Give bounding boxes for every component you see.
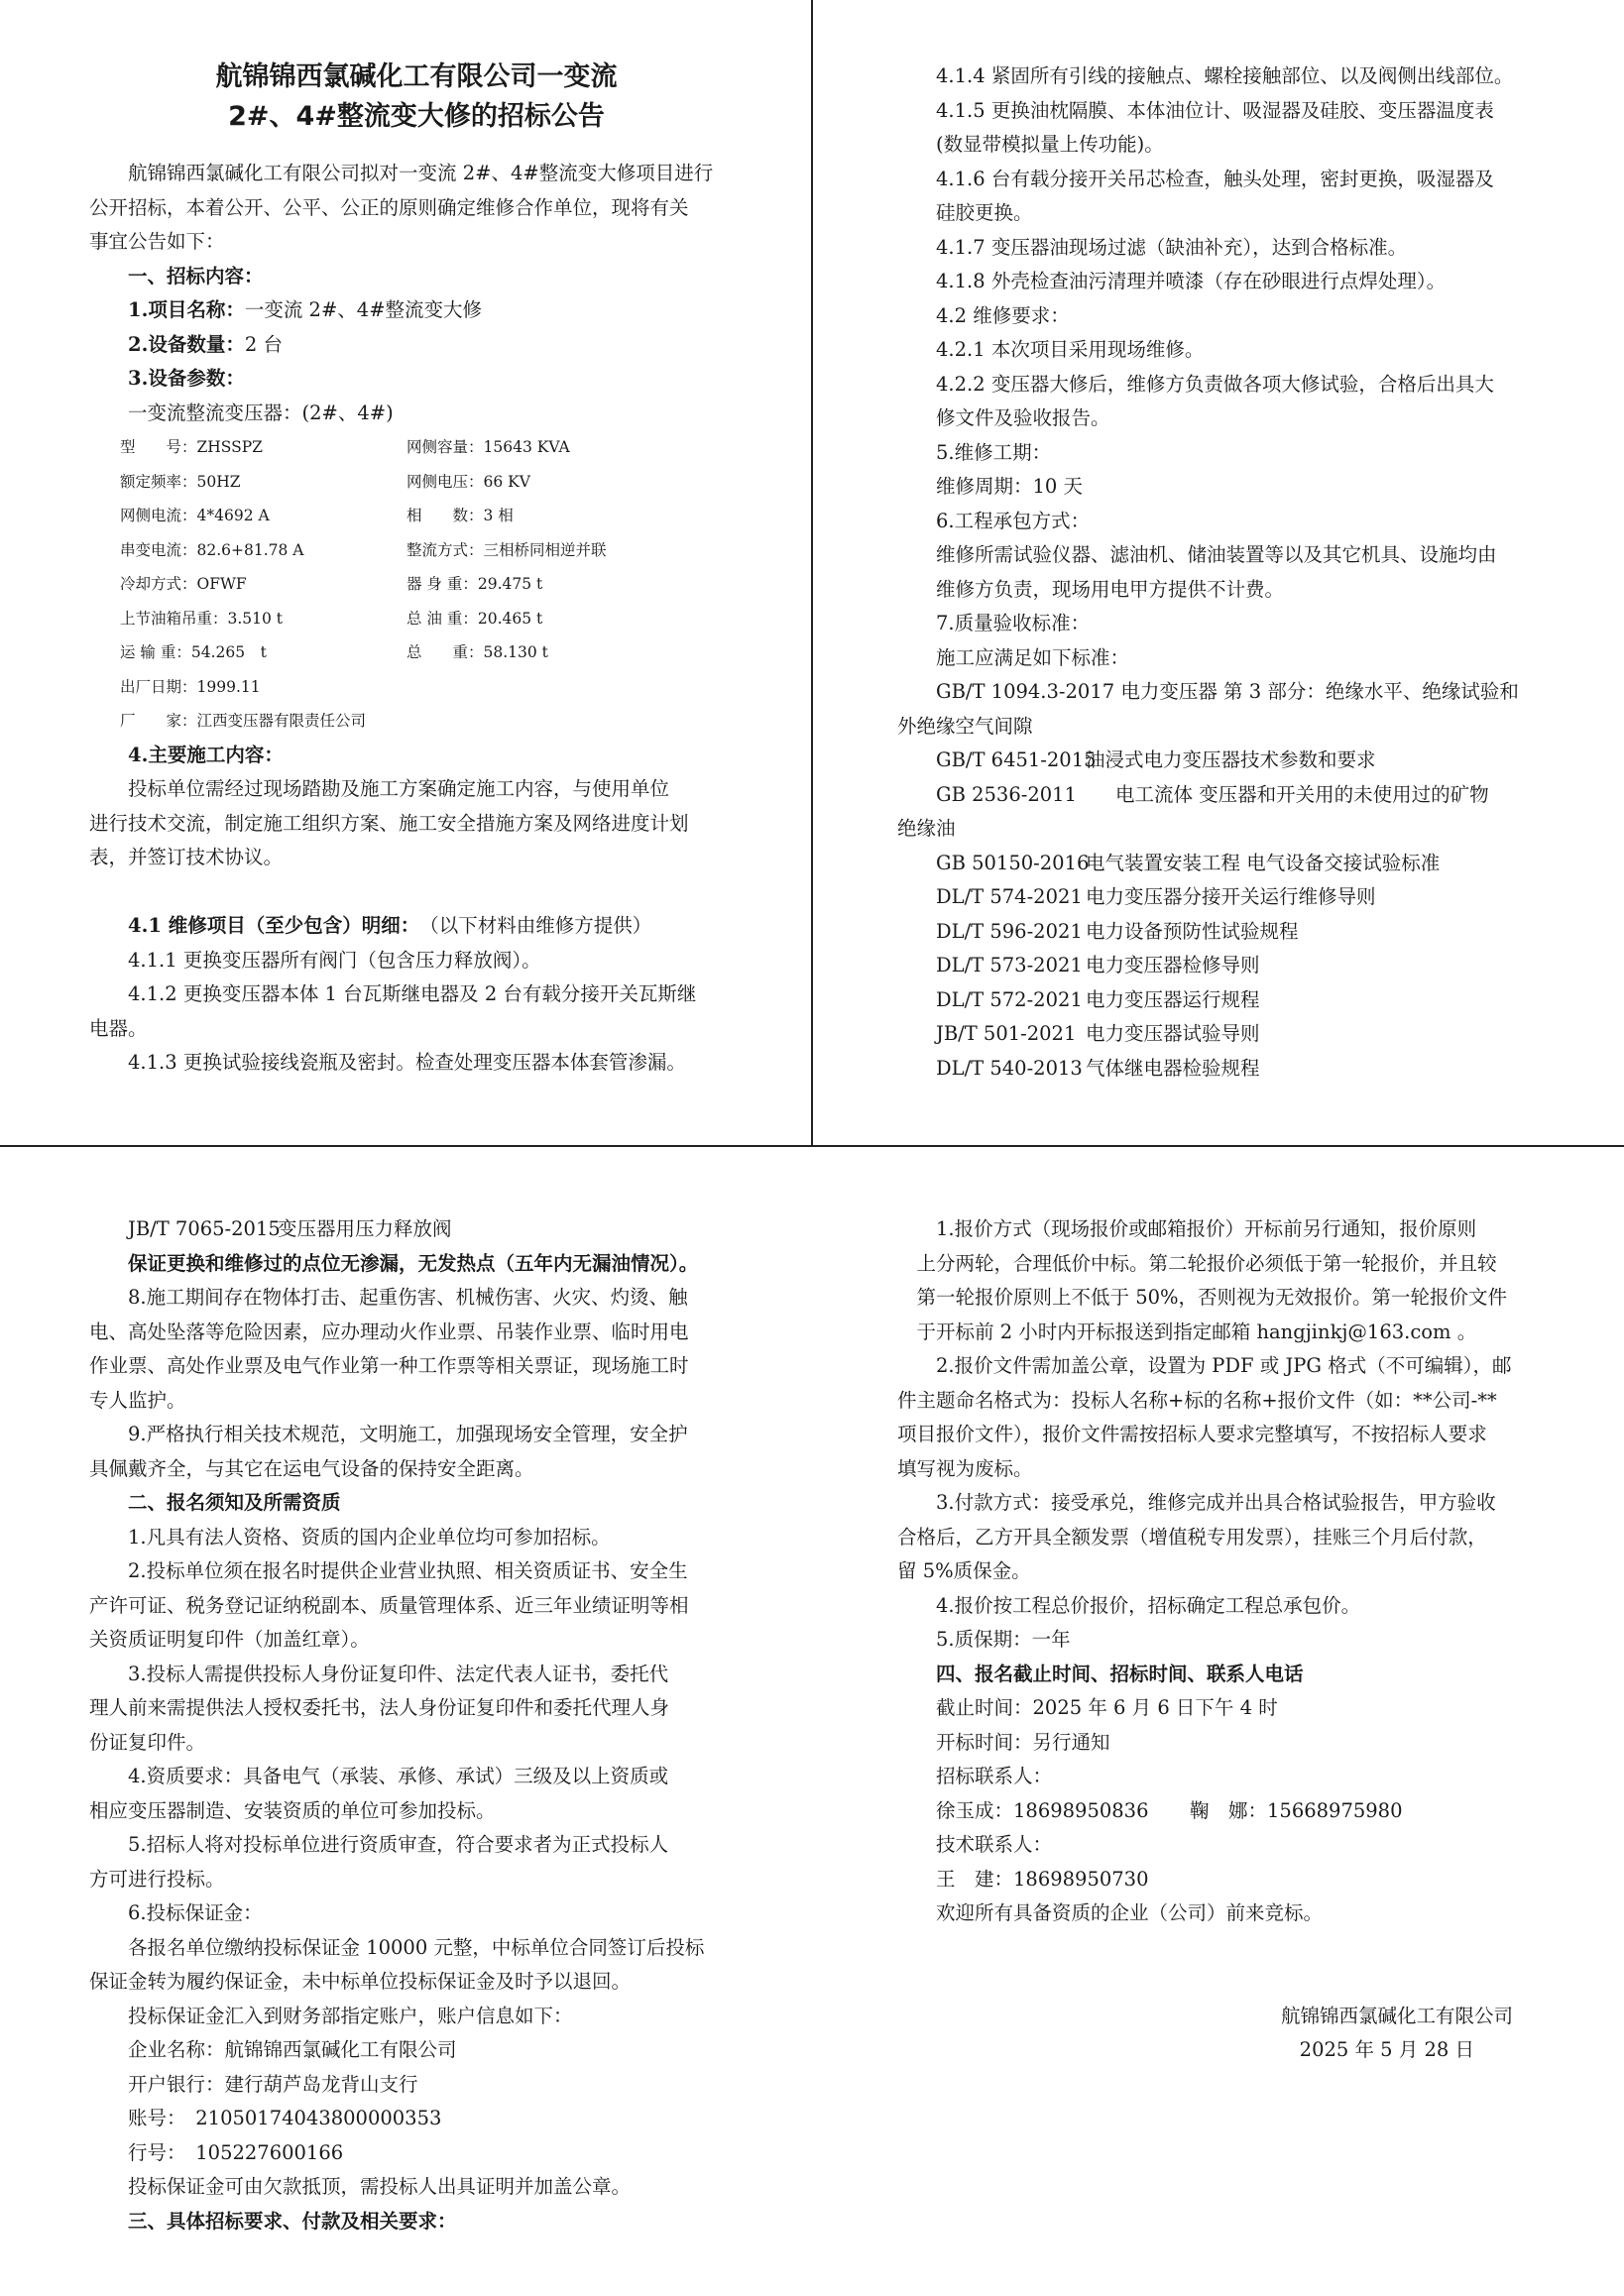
text-line: (数显带模拟量上传功能)。	[897, 133, 1164, 156]
text-line: 上分两轮，合理低价中标。第二轮报价必须低于第一轮报价，并且较	[897, 1251, 1497, 1275]
text-line: 4.1.4 紧固所有引线的接触点、螺栓接触部位、以及阀侧出线部位。	[897, 64, 1514, 87]
standard-title: 电气装置安装工程 电气设备交接试验标准	[1086, 851, 1441, 874]
section-3-heading: 三、具体招标要求、付款及相关要求：	[89, 2209, 457, 2233]
spec-right: 器 身 重：29.475 t	[406, 575, 543, 593]
tech-contact-lines	[897, 1828, 1552, 1931]
text-line: 表，并签订技术协议。	[89, 846, 284, 868]
text-line: 开标时间：另行通知	[897, 1730, 1110, 1754]
text-line: 填写视为废标。	[897, 1456, 1033, 1480]
registration-lines	[89, 1521, 744, 2205]
standard-title: 电力设备预防性试验规程	[1086, 919, 1299, 943]
text-line: 开户银行：建行葫芦岛龙背山支行	[89, 2072, 418, 2096]
title-line-2: 2#、4#整流变大修的招标公告	[228, 101, 605, 132]
heading: 4.1 维修项目（至少包含）明细：	[89, 914, 410, 937]
text-line: 合格后，乙方开具全额发票（增值税专用发票），挂账三个月后付款，	[897, 1525, 1487, 1549]
text-line: 关资质证明复印件（加盖红章）。	[89, 1628, 370, 1651]
standard-code: DL/T 596-2021	[897, 919, 1083, 943]
text-line: 于开标前 2 小时内开标报送到指定邮箱 hangjinkj@163.com 。	[897, 1320, 1477, 1343]
standard-row	[897, 915, 1552, 950]
quotation-lines	[897, 1212, 1552, 1658]
standard-code: DL/T 574-2021	[897, 885, 1083, 908]
standard-row	[897, 847, 1552, 881]
standard-title: 变压器用压力释放阀	[278, 1217, 452, 1240]
standard-row	[897, 983, 1552, 1018]
text-line: 具佩戴齐全，与其它在运电气设备的保持安全距离。	[89, 1456, 534, 1480]
safety-lines	[89, 1281, 744, 1486]
text-line: 4.1.8 外壳检查油污清理并喷漆（存在砂眼进行点焊处理）。	[897, 270, 1447, 292]
spec-row	[89, 533, 744, 568]
text-line: 5.质保期：一年	[897, 1628, 1071, 1651]
standard-title: 电力变压器试验导则	[1086, 1022, 1260, 1045]
text-line: 行号： 105227600166	[89, 2140, 344, 2164]
text-line: 公开招标，本着公开、公平、公正的原则确定维修合作单位，现将有关	[89, 195, 689, 219]
text-line: 理人前来需提供法人授权委托书，法人身份证复印件和委托代理人身	[89, 1696, 670, 1719]
text-line: 4.资质要求：具备电气（承装、承修、承试）三级及以上资质或	[89, 1765, 669, 1787]
section-4-1-heading	[89, 909, 744, 944]
text-line: 投标保证金汇入到财务部指定账户，账户信息如下：	[89, 2004, 573, 2027]
text-line: 投标单位需经过现场踏勘及施工方案确定施工内容，与使用单位	[89, 777, 670, 800]
contact-left: 徐玉成：18698950836	[897, 1798, 1149, 1822]
page-divider-vertical	[811, 0, 813, 1145]
text-line: 4.1.7 变压器油现场过滤（缺油补充），达到合格标准。	[897, 235, 1408, 259]
spec-left: 运 输 重：54.265 t	[89, 643, 267, 661]
standard-row	[897, 744, 1552, 778]
standard-line: 绝缘油	[897, 817, 956, 840]
contact-row	[897, 1794, 1552, 1829]
text-line: 2.报价文件需加盖公章，设置为 PDF 或 JPG 格式（不可编辑），邮	[897, 1354, 1512, 1377]
text-line: 欢迎所有具备资质的企业（公司）前来竞标。	[897, 1901, 1324, 1924]
text-line: 维修方负责，现场用电甲方提供不计费。	[897, 577, 1285, 601]
text-line: 王 建：18698950730	[897, 1867, 1149, 1891]
spec-row	[89, 430, 744, 465]
text-line: 4.1.1 更换变压器所有阀门（包含压力释放阀）。	[89, 948, 541, 972]
spec-left: 厂 家：江西变压器有限责任公司	[89, 712, 367, 730]
text-line: 2.投标单位须在报名时提供企业营业执照、相关资质证书、安全生	[89, 1559, 688, 1582]
text-line: 电器。	[89, 1016, 148, 1040]
label: 2.设备数量：	[89, 332, 245, 356]
spec-left: 型 号：ZHSSPZ	[89, 438, 263, 456]
project-name	[89, 293, 744, 328]
text-line: 3.付款方式：接受承兑，维修完成并出具合格试验报告，甲方验收	[897, 1491, 1496, 1514]
schedule-lines	[897, 1691, 1552, 1794]
standard-row	[89, 1212, 744, 1247]
text-line: 5.招标人将对投标单位进行资质审查，符合要求者为正式投标人	[89, 1833, 669, 1856]
label: 1.项目名称：	[89, 298, 245, 321]
standard-row	[897, 1052, 1552, 1087]
text-line: 件主题命名格式为：投标人名称+标的名称+报价文件（如：**公司-**	[897, 1388, 1497, 1412]
text-line: 保证金转为履约保证金，未中标单位投标保证金及时予以退回。	[89, 1970, 632, 1993]
text-line: 第一轮报价原则上不低于 50%，否则视为无效报价。第一轮报价文件	[897, 1286, 1508, 1309]
text-line: 5.维修工期：	[897, 440, 1052, 464]
spec-row	[89, 602, 744, 636]
text-line: 1.凡具有法人资格、资质的国内企业单位均可参加招标。	[89, 1525, 611, 1549]
page-divider-horizontal	[0, 1145, 1624, 1147]
standard-title: 电力变压器分接开关运行维修导则	[1086, 885, 1376, 908]
text-line: 3.投标人需提供投标人身份证复印件、法定代表人证书，委托代	[89, 1662, 669, 1685]
text-line: 技术联系人：	[897, 1833, 1053, 1856]
spec-left: 出厂日期：1999.11	[89, 677, 261, 696]
page-2	[897, 59, 1552, 1086]
text-line: 专人监护。	[89, 1388, 186, 1412]
standard-title: 电力变压器运行规程	[1086, 987, 1260, 1011]
standard-code: GB/T 6451-2015	[897, 748, 1097, 771]
spec-right: 网侧电压：66 KV	[406, 472, 530, 491]
intro-paragraph	[89, 157, 744, 260]
spec-left: 上节油箱吊重：3.510 t	[89, 609, 284, 628]
text-line: 留 5%质保金。	[897, 1559, 1031, 1582]
spec-right: 整流方式：三相桥同相逆并联	[406, 540, 607, 559]
section-4-heading: 四、报名截止时间、招标时间、联系人电话	[897, 1662, 1304, 1685]
note: （以下材料由维修方提供）	[409, 914, 652, 937]
text-line: 账号： 21050174043800000353	[89, 2107, 442, 2129]
spec-left: 串变电流：82.6+81.78 A	[89, 540, 304, 559]
spec-row	[89, 499, 744, 533]
text-line: 维修周期：10 天	[897, 475, 1084, 498]
section-1-heading: 一、招标内容：	[89, 264, 264, 287]
standard-code: JB/T 7065-2015	[89, 1217, 281, 1240]
text-line: 产许可证、税务登记证纳税副本、质量管理体系、近三年业绩证明等相	[89, 1593, 689, 1617]
spec-left: 额定频率：50HZ	[89, 472, 241, 491]
page-3	[89, 1212, 744, 2239]
spec-table	[89, 430, 744, 739]
text-line: 施工应满足如下标准：	[897, 645, 1130, 669]
text-line: 航锦锦西氯碱化工有限公司拟对一变流 2#、4#整流变大修项目进行	[89, 162, 714, 184]
contact-right: 鞠 娜：15668975980	[1190, 1798, 1403, 1822]
section-2-heading: 二、报名须知及所需资质	[89, 1491, 341, 1514]
text-line: 4.1.6 台有载分接开关吊芯检查，触头处理，密封更换，吸湿器及	[897, 167, 1494, 190]
standard-code: DL/T 572-2021	[897, 987, 1083, 1011]
page-2-lines	[897, 59, 1552, 675]
standard-code: DL/T 573-2021	[897, 954, 1083, 976]
text-line: 事宜公告如下：	[89, 230, 225, 253]
standard-row	[897, 1017, 1552, 1052]
standard-code: DL/T 540-2013	[897, 1056, 1083, 1080]
text-line: 投标保证金可由欠款抵顶，需投标人出具证明并加盖公章。	[89, 2175, 632, 2198]
text-line: 4.1.2 更换变压器本体 1 台瓦斯继电器及 2 台有载分接开关瓦斯继	[89, 982, 697, 1005]
spec-row	[89, 465, 744, 500]
text-line: 6.投标保证金：	[89, 1901, 263, 1924]
standard-title: 气体继电器检验规程	[1086, 1056, 1260, 1080]
standards-list	[897, 675, 1552, 1086]
signature-company: 航锦锦西氯碱化工有限公司	[1280, 2004, 1552, 2027]
text-line: 进行技术交流，制定施工组织方案、施工安全措施方案及网络进度计划	[89, 811, 689, 835]
section-4-heading: 4.主要施工内容：	[89, 743, 284, 766]
section-4-body	[89, 772, 744, 875]
value: 2 台	[244, 332, 283, 356]
standard-row	[897, 880, 1552, 915]
text-line: 6.工程承包方式：	[897, 509, 1091, 532]
text-line: 项目报价文件），报价文件需按招标人要求完整填写，不按招标人要求	[897, 1423, 1487, 1445]
spec-right: 网侧容量：15643 KVA	[406, 438, 570, 456]
spec-row	[89, 704, 744, 739]
text-line: 各报名单位缴纳投标保证金 10000 元整，中标单位合同签订后投标	[89, 1935, 705, 1959]
standard-code: JB/T 501-2021	[897, 1022, 1077, 1045]
device-params-heading: 3.设备参数：	[89, 367, 245, 390]
text-line: 相应变压器制造、安装资质的单位可参加投标。	[89, 1798, 496, 1822]
spec-right: 总 油 重：20.465 t	[406, 609, 543, 628]
text-line: 4.1.3 更换试验接线瓷瓶及密封。检查处理变压器本体套管渗漏。	[89, 1051, 686, 1074]
standard-row	[897, 949, 1552, 983]
standard-line: 外绝缘空气间隙	[897, 714, 1033, 738]
text-line: 招标联系人：	[897, 1765, 1053, 1787]
device-count	[89, 328, 744, 363]
text-line: 4.2 维修要求：	[897, 303, 1070, 327]
title-line-1: 航锦锦西氯碱化工有限公司一变流	[215, 61, 618, 92]
standard-code: GB 50150-2016	[897, 851, 1090, 874]
text-line: 企业名称：航锦锦西氯碱化工有限公司	[89, 2038, 457, 2061]
text-line: 硅胶更换。	[897, 201, 1033, 224]
spec-left: 冷却方式：OFWF	[89, 575, 247, 593]
standard-line: GB/T 1094.3-2017 电力变压器 第 3 部分：绝缘水平、绝缘试验和	[897, 680, 1519, 703]
page-4	[897, 1212, 1552, 2068]
text-line: 9.严格执行相关技术规范，文明施工，加强现场安全管理，安全护	[89, 1423, 688, 1445]
page-1	[89, 57, 744, 1081]
spec-row	[89, 670, 744, 705]
text-line: 4.报价按工程总价报价，招标确定工程总承包价。	[897, 1593, 1361, 1617]
standard-title: 电力变压器检修导则	[1086, 954, 1260, 976]
standard-line: GB 2536-2011 电工流体 变压器和开关用的未使用过的矿物	[897, 782, 1489, 806]
standard-title: 油浸式电力变压器技术参数和要求	[1086, 748, 1376, 771]
spec-row	[89, 567, 744, 602]
text-line: 1.报价方式（现场报价或邮箱报价）开标前另行通知，报价原则	[897, 1217, 1477, 1240]
signature-date: 2025 年 5 月 28 日	[1299, 2038, 1552, 2061]
text-line: 7.质量验收标准：	[897, 612, 1091, 634]
text-line: 方可进行投标。	[89, 1867, 225, 1891]
device-line: 一变流整流变压器：(2#、4#)	[89, 401, 394, 424]
section-4-1-items	[89, 944, 744, 1081]
spec-left: 网侧电流：4*4692 A	[89, 507, 270, 524]
text-line: 截止时间：2025 年 6 月 6 日下午 4 时	[897, 1696, 1278, 1719]
spec-right: 相 数：3 相	[406, 507, 514, 524]
spec-row	[89, 635, 744, 670]
text-line: 4.1.5 更换油枕隔膜、本体油位计、吸湿器及硅胶、变压器温度表	[897, 98, 1494, 122]
text-line: 8.施工期间存在物体打击、起重伤害、机械伤害、火灾、灼烫、触	[89, 1286, 688, 1309]
text-line: 份证复印件。	[89, 1730, 206, 1754]
guarantee-line: 保证更换和维修过的点位无渗漏，无发热点（五年内无漏油情况）。	[89, 1251, 699, 1275]
text-line: 4.2.1 本次项目采用现场维修。	[897, 338, 1205, 361]
text-line: 维修所需试验仪器、滤油机、储油装置等以及其它机具、设施均由	[897, 543, 1497, 566]
text-line: 作业票、高处作业票及电气作业第一种工作票等相关票证，现场施工时	[89, 1354, 689, 1377]
text-line: 修文件及验收报告。	[897, 406, 1110, 429]
spec-right: 总 重：58.130 t	[406, 643, 548, 661]
text-line: 4.2.2 变压器大修后，维修方负责做各项大修试验，合格后出具大	[897, 372, 1494, 396]
value: 一变流 2#、4#整流变大修	[244, 298, 483, 321]
text-line: 电、高处坠落等危险因素，应办理动火作业票、吊装作业票、临时用电	[89, 1320, 689, 1343]
